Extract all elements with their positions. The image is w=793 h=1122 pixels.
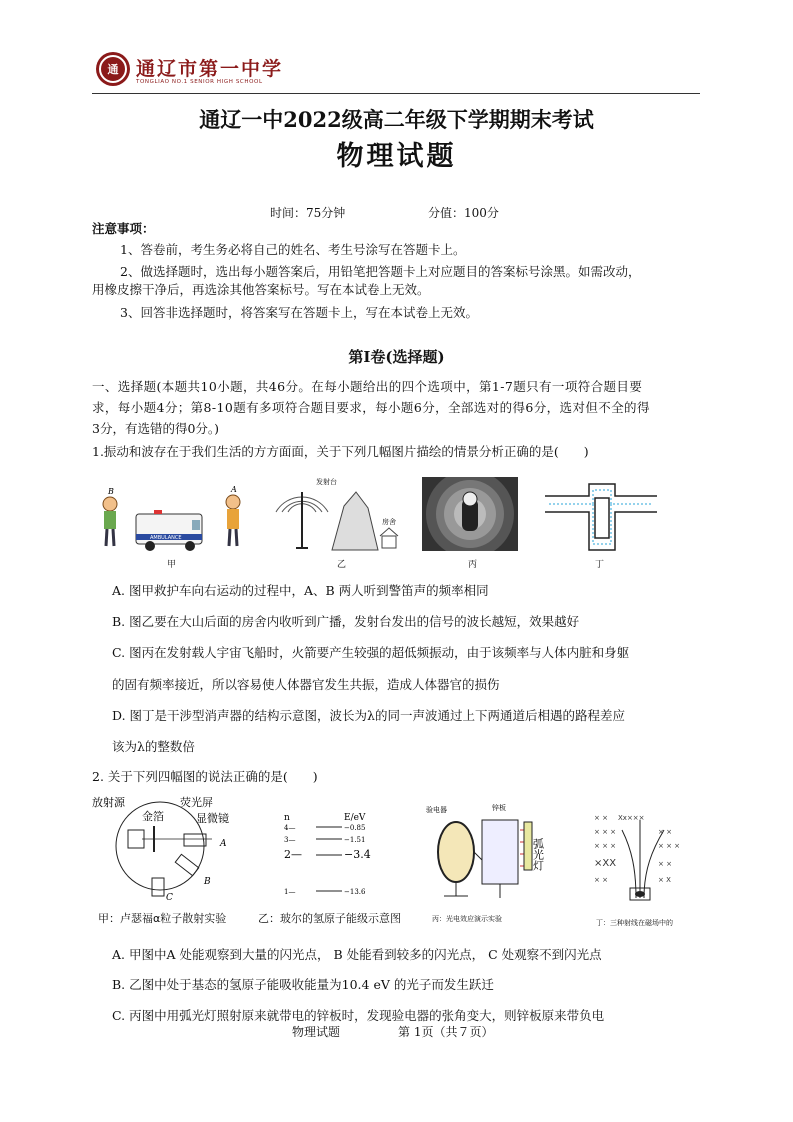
q1-figure-yi bbox=[272, 472, 407, 556]
level-n-header: n bbox=[284, 813, 290, 823]
level-n-4: 4— bbox=[284, 824, 296, 832]
svg-text:× × ×: × × × bbox=[594, 828, 617, 836]
source-box bbox=[128, 830, 144, 848]
note-2a: 2、做选择题时，选出每小题答案后，用铅笔把答题卡上对应题目的答案标号涂黑。如需改动， bbox=[120, 264, 641, 279]
level-e-2: −3.4 bbox=[344, 848, 371, 861]
section-title: 第Ⅰ卷(选择题) bbox=[348, 348, 445, 366]
q2-caption-ding: 丁：三种射线在磁场中的 bbox=[596, 919, 673, 927]
q2-stem: 2. 关于下列四幅图的说法正确的是( ) bbox=[92, 769, 318, 784]
level-e-3: −1.51 bbox=[344, 836, 366, 844]
label-microscope: 显微镜 bbox=[196, 812, 229, 825]
fig-label-jia: 甲 bbox=[167, 560, 177, 570]
q2-option-a: A. 甲图中A 处能观察到大量的闪光点， B 处能看到较多的闪光点， C 处观察不到闪光点 bbox=[112, 947, 602, 962]
label-b: B bbox=[108, 487, 114, 496]
q2-figure-jia bbox=[92, 794, 242, 904]
q2-caption-jia: 甲：卢瑟福α粒子散射实验 bbox=[98, 912, 227, 925]
label-house: 房舍 bbox=[382, 518, 396, 526]
fig-label-ding: 丁 bbox=[595, 560, 605, 570]
label-a: A bbox=[231, 485, 237, 494]
zinc-plate-figure bbox=[482, 820, 518, 884]
school-logo bbox=[96, 52, 130, 86]
label-lamp: 弧光灯 bbox=[531, 838, 545, 871]
electroscope-figure bbox=[438, 822, 474, 882]
exam-score: 分值：100分 bbox=[428, 206, 499, 220]
magnetic-field-crosses bbox=[594, 814, 680, 884]
label-c: C bbox=[166, 893, 173, 903]
svg-text:× × ×: × × × bbox=[658, 842, 681, 850]
ambulance-figure bbox=[136, 510, 202, 551]
level-e-header: E/eV bbox=[344, 813, 366, 823]
fig-label-bing: 丙 bbox=[468, 560, 478, 570]
svg-text:Xx×××: Xx××× bbox=[618, 814, 645, 822]
footer-page: 第 1页（共７页） bbox=[398, 1025, 494, 1039]
svg-text:× ×: × × bbox=[658, 860, 672, 868]
q2-option-c: C. 丙图中用弧光灯照射原来就带电的锌板时，发现验电器的张角变大，则锌板原来带负电 bbox=[112, 1008, 605, 1023]
q1-option-c-line2: 的固有频率接近，所以容易使人体器官发生共振，造成人体器官的损伤 bbox=[112, 677, 500, 692]
q2-option-b: B. 乙图中处于基态的氢原子能吸收能量为10.4 eV 的光子而发生跃迁 bbox=[112, 977, 494, 992]
fig-label-yi: 乙 bbox=[337, 560, 347, 570]
house-figure bbox=[380, 528, 398, 548]
level-n-2: 2— bbox=[284, 848, 302, 861]
q1-option-b: B. 图乙要在大山后面的房舍内收听到广播，发射台发出的信号的波长越短，效果越好 bbox=[112, 614, 580, 629]
q2-caption-yi: 乙：玻尔的氢原子能级示意图 bbox=[258, 912, 401, 925]
note-2b: 用橡皮擦干净后，再选涂其他答案标号。写在本试卷上无效。 bbox=[92, 282, 430, 297]
energy-levels bbox=[284, 824, 371, 896]
note-3: 3、回答非选择题时，将答案写在答题卡上，写在本试卷上无效。 bbox=[120, 305, 478, 320]
q1-option-c-line1: C. 图丙在发射载人宇宙飞船时，火箭要产生较强的超低频振动，由于该频率与人体内脏和身躯 bbox=[112, 645, 630, 660]
school-name-en: TONGLIAO NO.1 SENIOR HIGH SCHOOL bbox=[136, 79, 263, 85]
label-electroscope: 验电器 bbox=[426, 806, 447, 814]
q2-figure-yi bbox=[280, 806, 400, 902]
school-logo-glyph: 通 bbox=[99, 55, 127, 83]
note-1: 1、答卷前，考生务必将自己的姓名、考生号涂写在答题卡上。 bbox=[120, 242, 466, 257]
mountain-figure bbox=[332, 492, 378, 550]
svg-text:× X: × X bbox=[658, 876, 671, 884]
level-n-1: 1— bbox=[284, 888, 296, 896]
notes-heading: 注意事项： bbox=[92, 221, 155, 236]
ambulance-label: AMBULANCE bbox=[150, 535, 182, 541]
label-b: B bbox=[204, 877, 211, 887]
q1-option-a: A. 图甲救护车向右运动的过程中，A、B 两人听到警笛声的频率相同 bbox=[112, 583, 489, 598]
muffler-pipe-figure bbox=[545, 484, 657, 550]
label-a: A bbox=[220, 839, 227, 849]
exam-time: 时间：75分钟 bbox=[270, 206, 346, 220]
q1-option-d-line1: D. 图丁是干涉型消声器的结构示意图，波长为λ的同一声波通过上下两通道后相遇的路程差应 bbox=[112, 708, 625, 723]
label-plate: 锌板 bbox=[492, 804, 506, 812]
svg-text:× × ×: × × × bbox=[594, 842, 617, 850]
footer-subject: 物理试题 bbox=[292, 1025, 341, 1039]
radio-tower-figure bbox=[276, 492, 328, 548]
person-a-figure bbox=[226, 495, 240, 546]
q2-caption-bing: 丙：光电效应演示实验 bbox=[432, 915, 502, 923]
label-foil: 金箔 bbox=[142, 810, 164, 823]
q1-stem: 1.振动和波存在于我们生活的方方面面，关于下列几幅图片描绘的情景分析正确的是( ) bbox=[92, 444, 589, 459]
svg-text:× ×: × × bbox=[658, 828, 672, 836]
q1-figure-jia bbox=[96, 478, 246, 556]
q1-figure-ding bbox=[545, 482, 657, 552]
exam-subject: 物理试题 bbox=[336, 141, 457, 172]
section-intro-1: 一、选择题(本题共10小题，共46分。在每小题给出的四个选项中，第1-7题只有一项符合题目要 bbox=[92, 379, 643, 394]
q1-figure-bing bbox=[422, 477, 518, 551]
level-e-4: −0.85 bbox=[344, 824, 366, 832]
label-source: 放射源 bbox=[92, 796, 125, 809]
label-tower: 发射台 bbox=[316, 478, 337, 486]
svg-text:× ×: × × bbox=[594, 814, 608, 822]
q2-figure-bing bbox=[420, 800, 570, 906]
school-name: 通辽市第一中学 bbox=[136, 58, 284, 80]
section-intro-3: 3分，有选错的得0分。) bbox=[92, 421, 220, 436]
person-b-figure bbox=[103, 497, 117, 546]
q1-option-d-line2: 该为λ的整数倍 bbox=[112, 739, 195, 754]
level-n-3: 3— bbox=[284, 836, 296, 844]
label-screen: 荧光屏 bbox=[180, 796, 213, 809]
level-e-1: −13.6 bbox=[344, 888, 366, 896]
section-intro-2: 求，每小题4分；第8-10题有多项符合题目要求，每小题6分，全部选对的得6分，选对但不全的得 bbox=[92, 400, 650, 415]
header-divider bbox=[92, 93, 700, 94]
q2-figure-ding bbox=[592, 810, 702, 904]
svg-text:×XX: ×XX bbox=[594, 858, 617, 869]
exam-title: 通辽一中2022级高二年级下学期期末考试 bbox=[199, 107, 594, 132]
svg-text:× ×: × × bbox=[594, 876, 608, 884]
